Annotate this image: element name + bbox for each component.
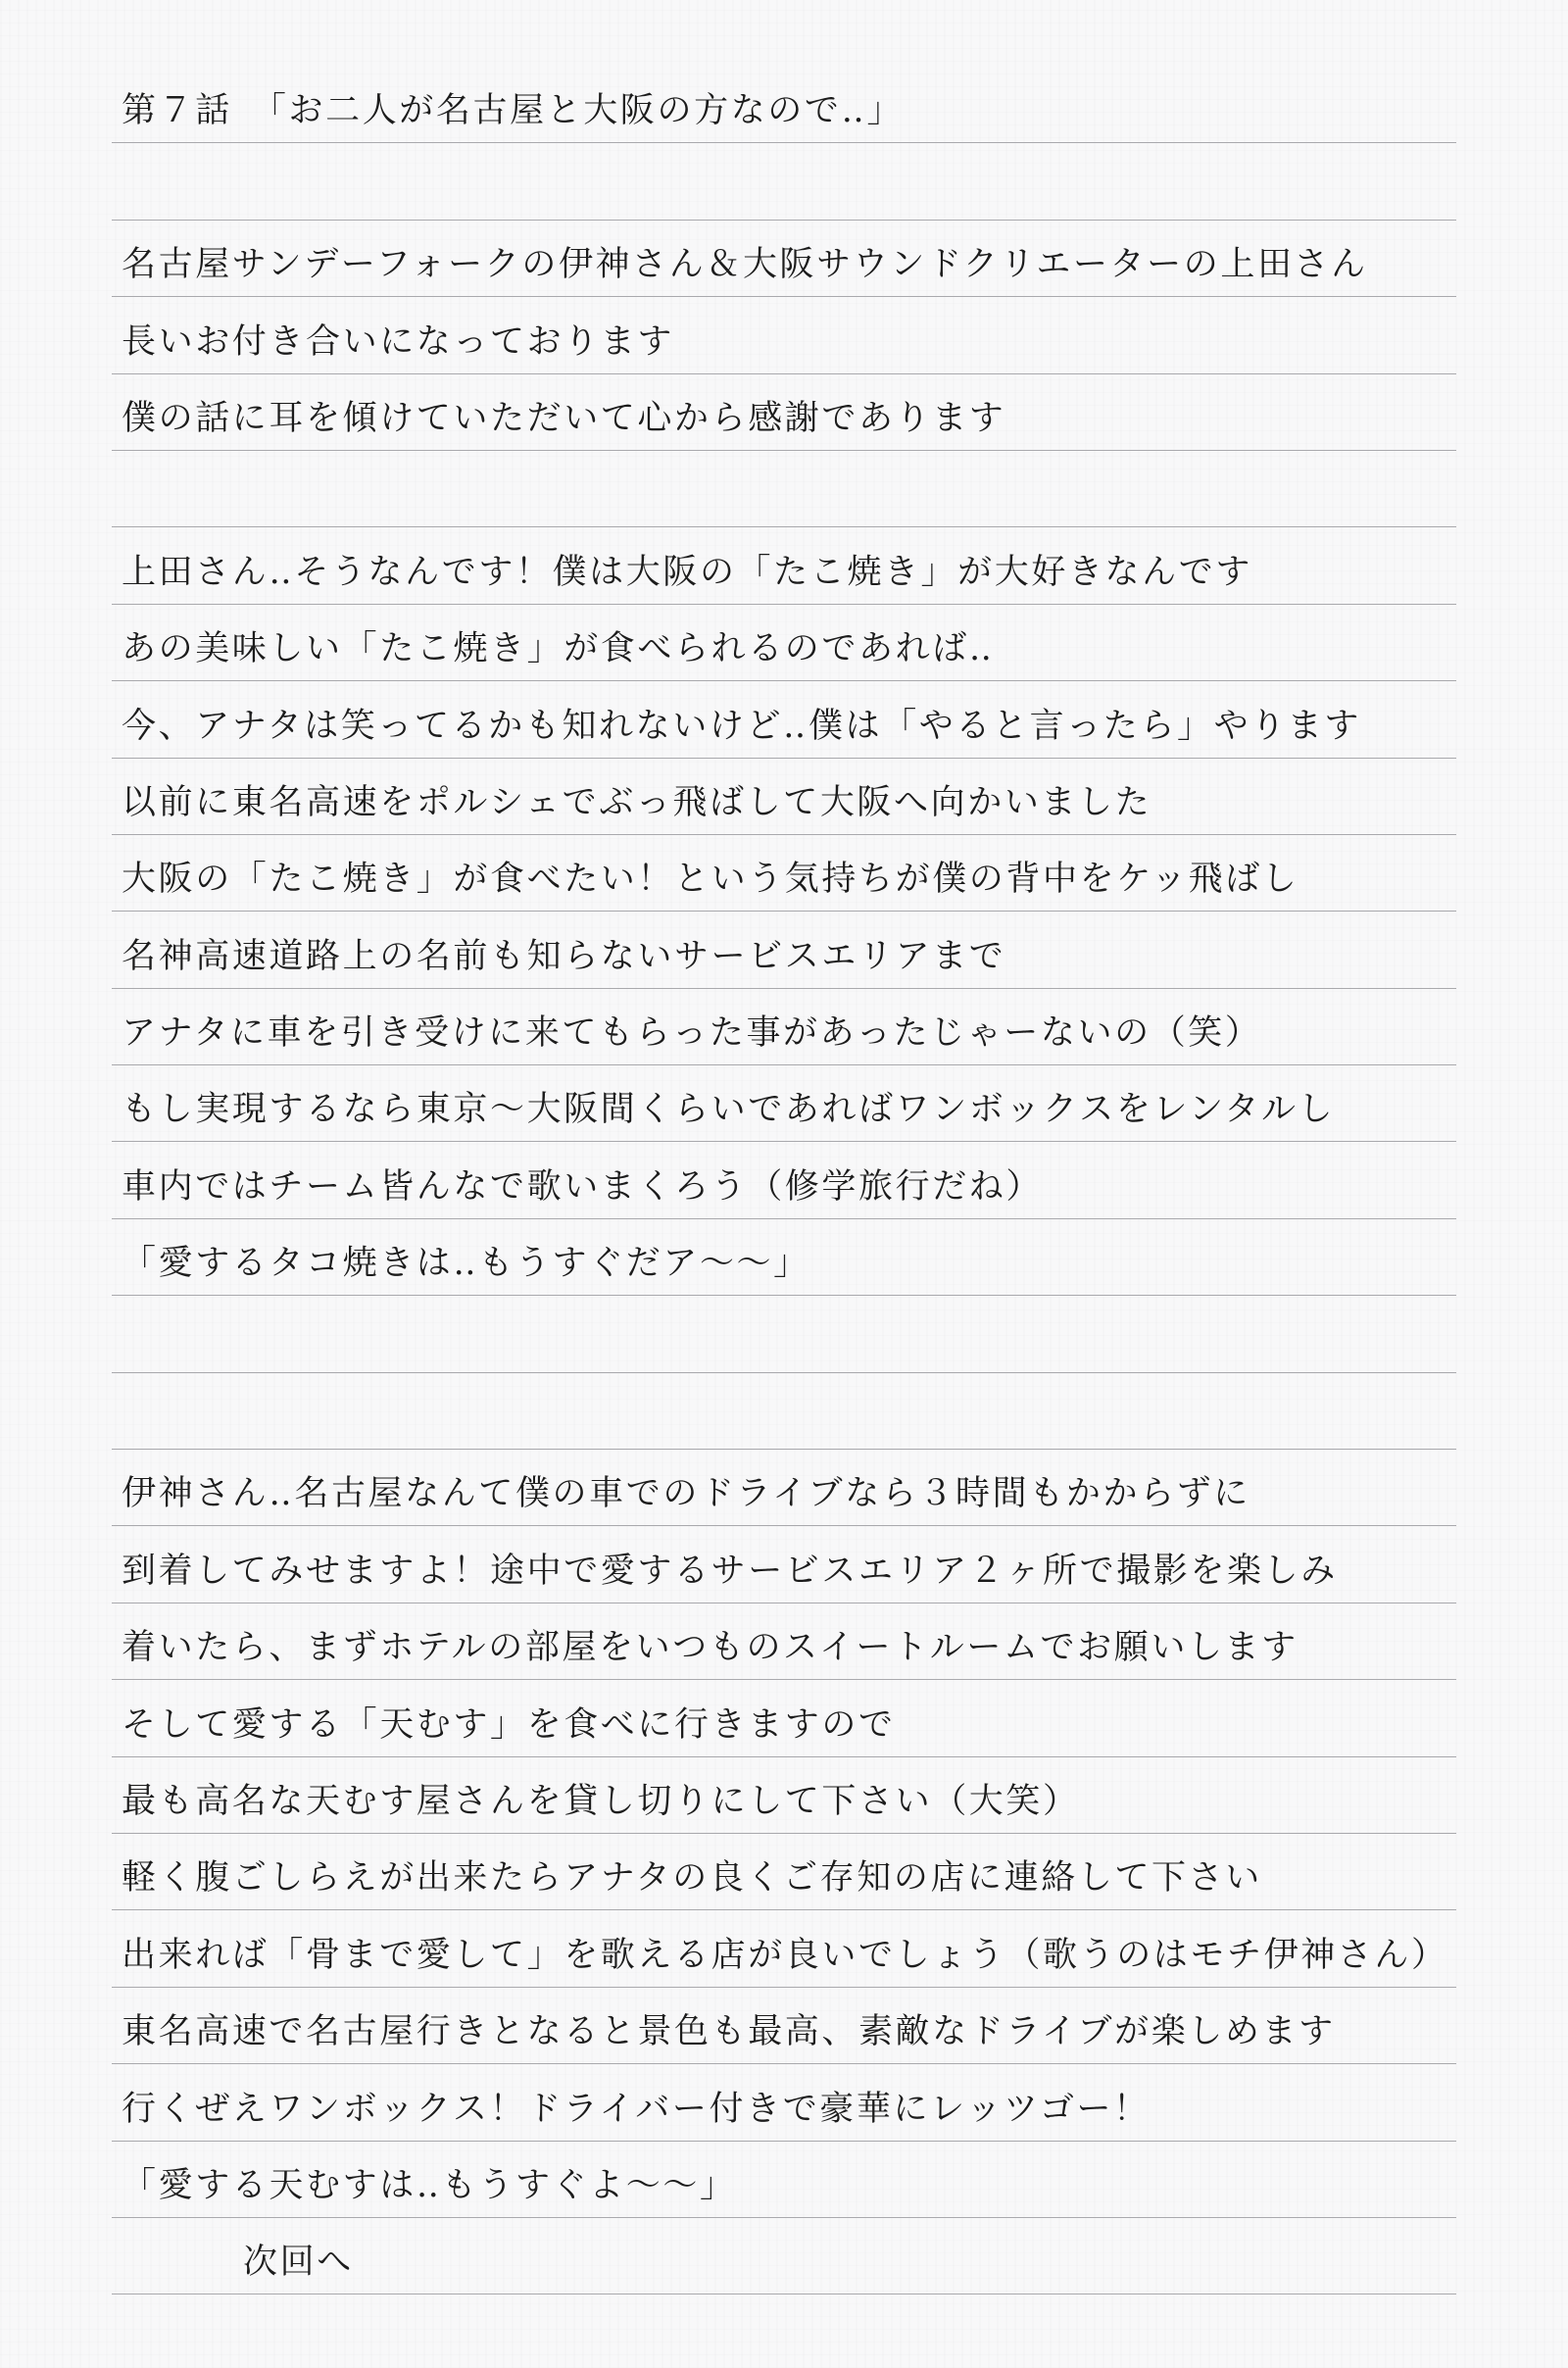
text-line-content: 到着してみせますよ！途中で愛するサービスエリア２ヶ所で撮影を楽しみ	[122, 1551, 1338, 1591]
text-line-content: 「愛する天むすは‥もうすぐよ～～」	[122, 2165, 737, 2205]
text-line	[112, 1450, 1456, 1526]
title-line	[112, 67, 1456, 143]
text-line-content: 行くぜえワンボックス！ドライバー付きで豪華にレッツゴー！	[122, 2089, 1151, 2129]
text-line	[112, 681, 1456, 758]
episode-title: 第７話 「お二人が名古屋と大阪の方なので‥」	[122, 91, 905, 131]
text-line-content: 軽く腹ごしらえが出来たらアナタの良くご存知の店に連絡して下さい	[122, 1858, 1262, 1899]
text-line	[112, 1680, 1456, 1756]
text-line	[112, 912, 1456, 988]
text-line	[112, 835, 1456, 912]
text-line	[112, 527, 1456, 604]
text-line	[112, 1219, 1456, 1296]
blank-line	[112, 1296, 1456, 1372]
blank-line	[112, 451, 1456, 527]
text-line	[112, 989, 1456, 1065]
text-line	[112, 1757, 1456, 1834]
text-line	[112, 2142, 1456, 2218]
text-line	[112, 2064, 1456, 2141]
text-line-content: 僕の話に耳を傾けていただいて心から感謝であります	[122, 398, 1006, 438]
text-line	[112, 1526, 1456, 1603]
text-line-content: アナタに車を引き受けに来てもらった事があったじゃーないの（笑）	[122, 1013, 1262, 1054]
text-line	[112, 297, 1456, 373]
text-line	[112, 221, 1456, 297]
text-line-content: 東名高速で名古屋行きとなると景色も最高、素敵なドライブが楽しめます	[122, 2012, 1336, 2052]
text-line-content: 伊神さん‥名古屋なんて僕の車でのドライブなら３時間もかからずに	[122, 1474, 1250, 1514]
text-line	[112, 1834, 1456, 1910]
text-line-content: 出来れば「骨まで愛して」を歌える店が良いでしょう（歌うのはモチ伊神さん）	[122, 1935, 1448, 1975]
text-line	[112, 759, 1456, 835]
text-line	[112, 1065, 1456, 1142]
text-line-content: 名神高速道路上の名前も知らないサービスエリアまで	[122, 936, 1006, 976]
text-line-content: 以前に東名高速をポルシェでぶっ飛ばして大阪へ向かいました	[122, 782, 1152, 822]
text-line-content: もし実現するなら東京～大阪間くらいであればワンボックスをレンタルし	[122, 1090, 1336, 1130]
text-line	[112, 1988, 1456, 2064]
next-episode-line	[112, 2218, 1456, 2294]
text-line	[112, 374, 1456, 451]
text-line-content: 大阪の「たこ焼き」が食べたい！という気持ちが僕の背中をケッ飛ばし	[122, 860, 1299, 900]
text-line-content: 長いお付き合いになっております	[122, 321, 675, 362]
text-line	[112, 605, 1456, 681]
text-line-content: 着いたら、まずホテルの部屋をいつものスイートルームでお願いします	[122, 1628, 1298, 1668]
text-line-content: そして愛する「天むす」を食べに行きますので	[122, 1704, 896, 1745]
ruled-sheet	[112, 67, 1456, 2294]
text-line-content: 「愛するタコ焼きは‥もうすぐだア～～」	[122, 1244, 810, 1284]
text-line-content: 上田さん‥そうなんです！僕は大阪の「たこ焼き」が大好きなんです	[122, 552, 1252, 592]
text-line	[112, 1142, 1456, 1218]
text-line-content: あの美味しい「たこ焼き」が食べられるのであれば‥	[122, 629, 995, 669]
text-line	[112, 1910, 1456, 1987]
text-line-content: 今、アナタは笑ってるかも知れないけど‥僕は「やると言ったら」やります	[122, 706, 1361, 746]
text-line-content: 名古屋サンデーフォークの伊神さん＆大阪サウンドクリエーターの上田さん	[122, 245, 1368, 285]
text-line	[112, 1603, 1456, 1680]
blank-line	[112, 1373, 1456, 1450]
next-episode-label: 次回へ	[243, 2243, 354, 2283]
blank-line	[112, 143, 1456, 220]
text-line-content: 車内ではチーム皆んなで歌いまくろう（修学旅行だね）	[122, 1166, 1044, 1207]
text-line-content: 最も高名な天むす屋さんを貸し切りにして下さい（大笑）	[122, 1781, 1080, 1821]
